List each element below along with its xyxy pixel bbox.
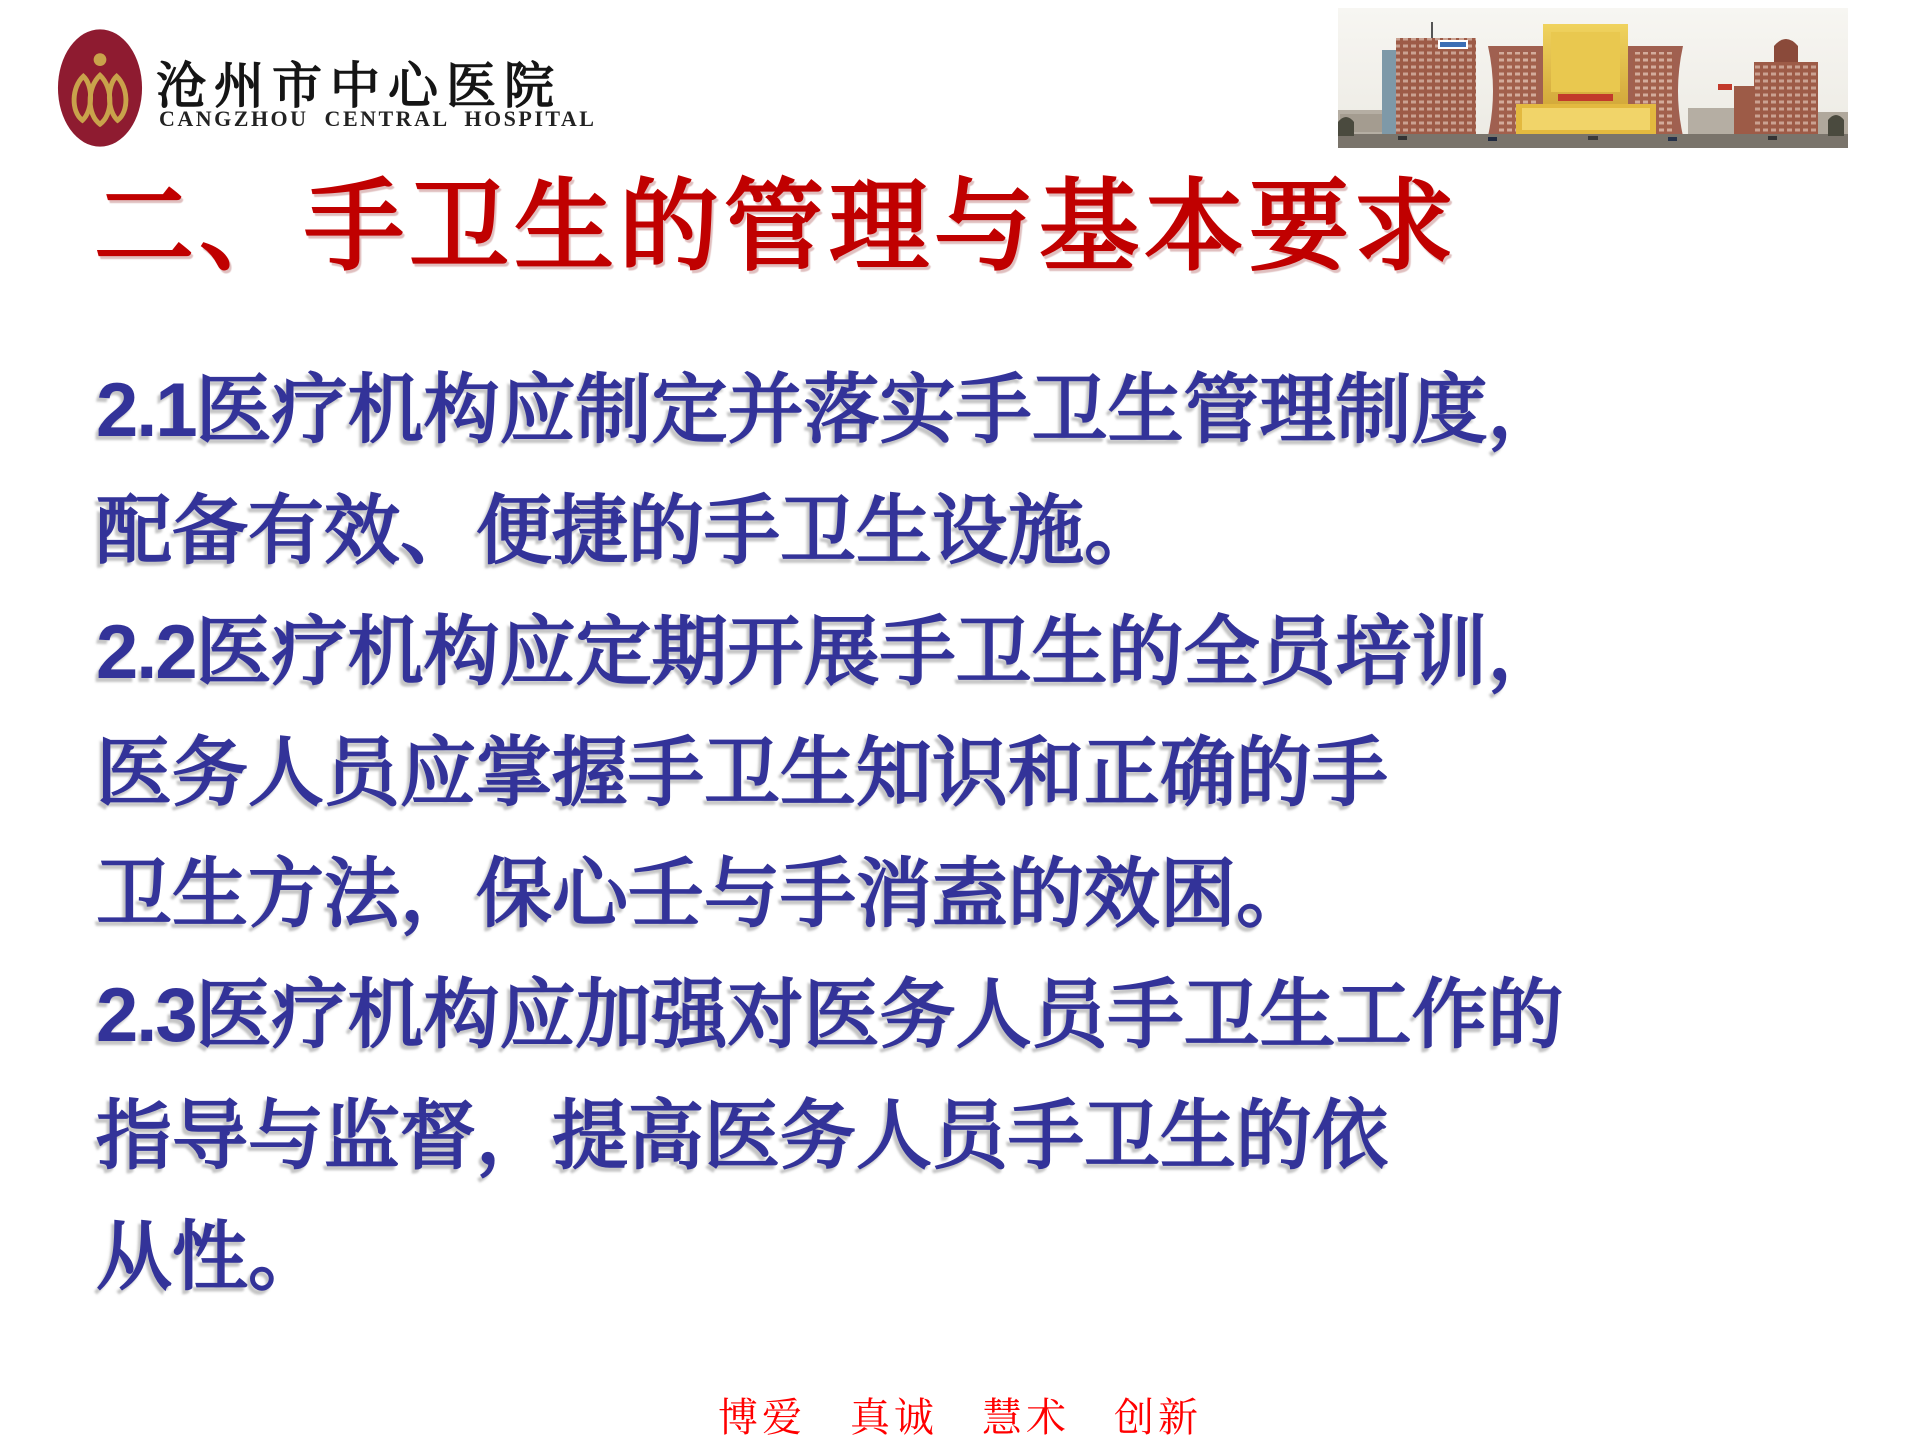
hospital-motto: 博爱 真诚 慧术 创新 [718, 1395, 1202, 1440]
body-line-text: 从性。 [96, 1216, 324, 1300]
body-line-2-1 [96, 350, 1564, 471]
body-text-block [96, 350, 1564, 1318]
section-number: 2.1 [96, 368, 196, 453]
hospital-emblem-icon [56, 26, 144, 150]
hospital-name-zh: 沧州市中心医院 [156, 58, 562, 114]
body-line [96, 1197, 1564, 1318]
body-line-2-2 [96, 592, 1564, 713]
body-line-text: 医务人员应掌握手卫生知识和正确的手 [96, 732, 1388, 816]
body-line-text: 配备有效、便捷的手卫生设施。 [96, 490, 1160, 574]
body-line [96, 713, 1564, 834]
section-number: 2.3 [96, 973, 196, 1058]
slide-title: 二、手卫生的管理与基本要求 [94, 172, 1459, 283]
body-line-2-3 [96, 955, 1564, 1076]
body-line-text: 医疗机构应制定并落实手卫生管理制度， [195, 369, 1564, 453]
body-line [96, 471, 1564, 592]
body-line-text: 医疗机构应加强对医务人员手卫生工作的 [195, 974, 1564, 1058]
hospital-name-en: CANGZHOU CENTRAL HOSPITAL [159, 106, 597, 131]
body-line [96, 1076, 1564, 1197]
body-line-text: 医疗机构应定期开展手卫生的全员培训， [195, 611, 1564, 695]
hospital-photo [1338, 8, 1848, 148]
body-line-text: 卫生方法，保心壬与手消盍的效困。 [96, 853, 1312, 937]
body-line [96, 834, 1564, 955]
section-number: 2.2 [96, 610, 196, 695]
body-line-text: 指导与监督，提高医务人员手卫生的依 [96, 1095, 1388, 1179]
